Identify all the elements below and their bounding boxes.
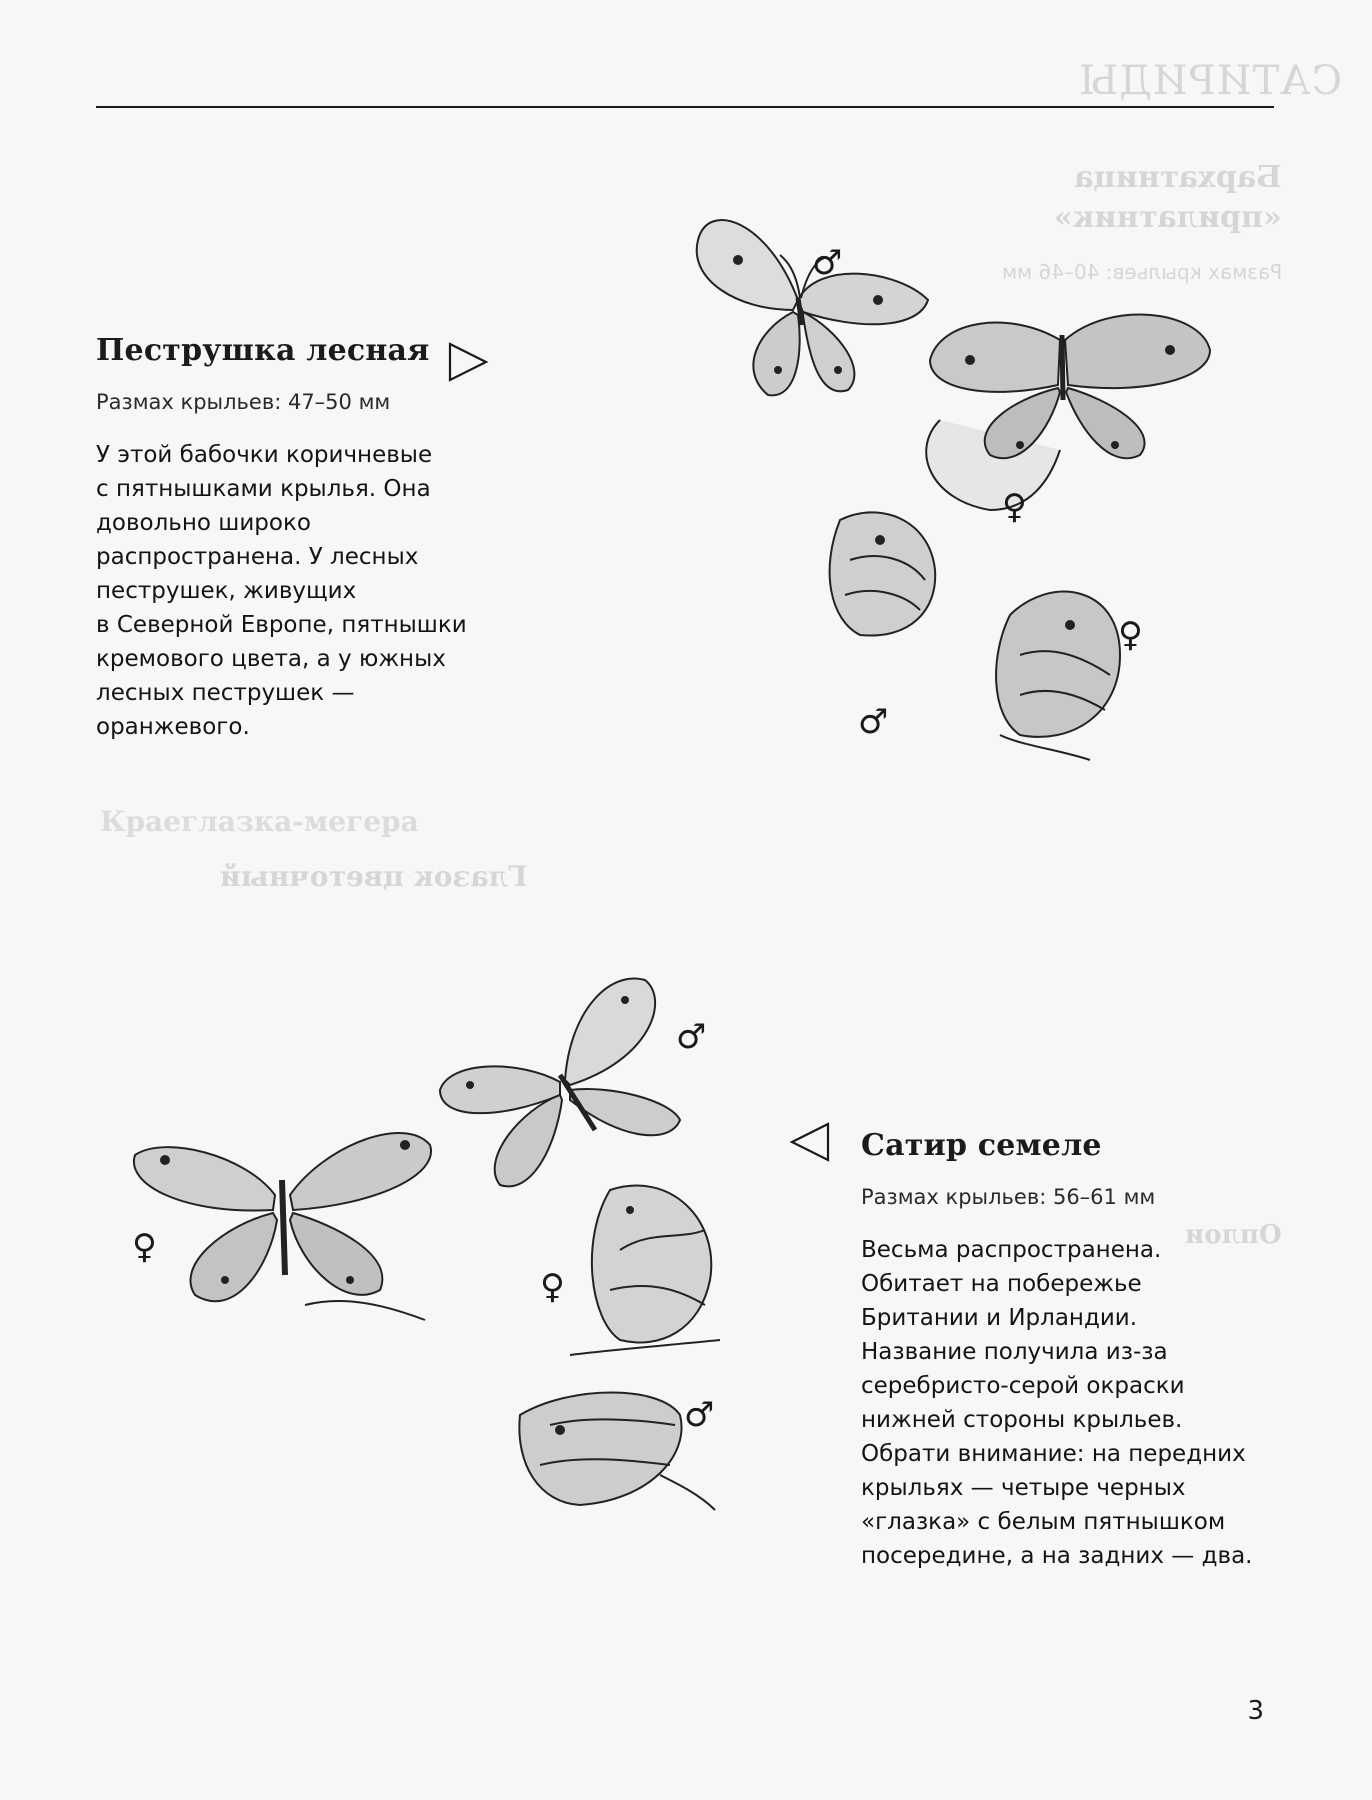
species-description (861, 1233, 1281, 1573)
description-line: Британии и Ирландии. (861, 1305, 1138, 1331)
species-wingspan: Размах крыльев: 56–61 мм (861, 1185, 1156, 1209)
show-through-title: Оплои (1185, 1220, 1282, 1250)
description-line: лесных пеструшек — (96, 680, 355, 706)
description-line: посередине, а на задних — два. (861, 1543, 1253, 1569)
species-title: Сатир семеле (861, 1128, 1102, 1163)
butterfly-illustration-resting (980, 575, 1130, 765)
species-title: Пеструшка лесная (96, 333, 430, 368)
pointer-right-icon (446, 340, 490, 384)
female-symbol: ♀ (132, 1227, 157, 1267)
description-line: нижней стороны крыльев. (861, 1407, 1183, 1433)
description-line: Обитает на побережье (861, 1271, 1142, 1297)
species-block-speckled-wood (96, 333, 536, 744)
description-line: в Северной Европе, пятнышки (96, 612, 467, 638)
pointer-left-icon (788, 1120, 832, 1164)
butterfly-illustration-female (900, 280, 1230, 520)
header-rule (96, 106, 1274, 108)
male-symbol: ♂ (858, 702, 889, 742)
show-through-header: САТИРИДЫ (1077, 58, 1342, 104)
description-line: с пятнышками крылья. Она (96, 476, 431, 502)
female-symbol: ♀ (1118, 615, 1143, 655)
species-wingspan: Размах крыльев: 47–50 мм (96, 390, 391, 414)
butterfly-illustration-resting (570, 1170, 720, 1360)
description-line: пеструшек, живущих (96, 578, 357, 604)
species-block-grayling (861, 1128, 1281, 1573)
male-symbol: ♂ (676, 1017, 707, 1057)
female-symbol: ♀ (1002, 487, 1027, 527)
species-description (96, 438, 536, 744)
description-line: Название получила из-за (861, 1339, 1168, 1365)
description-line: крыльях — четыре черных (861, 1475, 1186, 1501)
butterfly-illustration-male (420, 970, 700, 1200)
description-line: оранжевого. (96, 714, 250, 740)
butterfly-illustration-resting (820, 500, 950, 650)
female-symbol: ♀ (540, 1267, 565, 1307)
show-through-title: Бархатница (1074, 160, 1282, 195)
show-through-title: Глазок цветочный (220, 860, 528, 893)
page-number: 3 (1247, 1696, 1264, 1726)
show-through-title: Краеглазка-мегера (100, 805, 419, 838)
description-line: распространена. У лесных (96, 544, 419, 570)
butterfly-illustration-male (668, 200, 938, 410)
description-line: кремового цвета, а у южных (96, 646, 446, 672)
male-symbol: ♂ (812, 243, 843, 283)
show-through-title: «прилатник» (1054, 200, 1282, 235)
description-line: «глазка» с белым пятнышком (861, 1509, 1226, 1535)
description-line: Обрати внимание: на передних (861, 1441, 1246, 1467)
show-through-subtitle: Размах крыльев: 40–46 мм (1001, 260, 1282, 284)
description-line: У этой бабочки коричневые (96, 442, 433, 468)
description-line: довольно широко (96, 510, 311, 536)
description-line: Весьма распространена. (861, 1237, 1162, 1263)
butterfly-illustration-female (125, 1095, 445, 1325)
description-line: серебристо-серой окраски (861, 1373, 1185, 1399)
male-symbol: ♂ (684, 1395, 715, 1435)
